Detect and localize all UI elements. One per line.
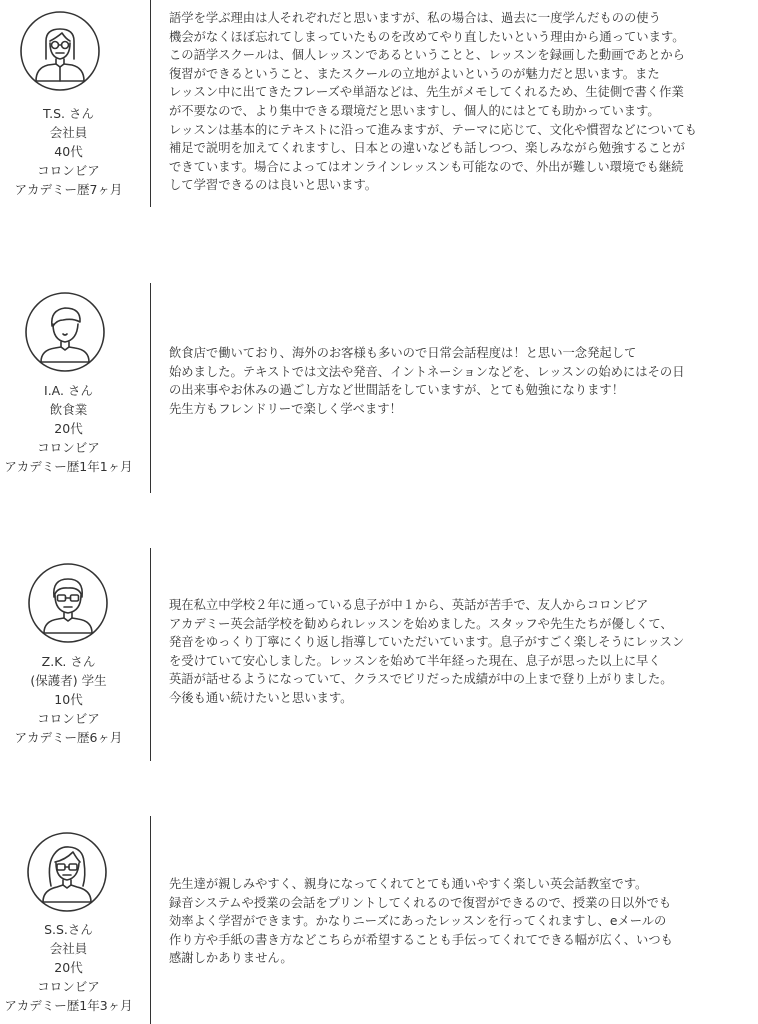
school-name: コロンビア <box>37 711 100 726</box>
profile-info <box>0 381 137 476</box>
testimonial-text <box>169 344 754 418</box>
customer-name: I.A. さん <box>44 383 93 398</box>
testimonial-text <box>169 875 754 968</box>
comment-line: できています。場合によってはオンラインレッスンも可能なので、外出が難しい環境でも継続 <box>169 159 684 174</box>
man-icon <box>25 292 105 372</box>
customer-name: S.S.さん <box>44 922 93 937</box>
comment-line: を受けていて安心しました。レッスンを始めて半年経った現在、息子が思った以上に早く <box>169 653 661 668</box>
school-name: コロンビア <box>37 163 100 178</box>
comment-line: 効率よく学習ができます。かなりニーズにあったレッスンを行ってくれますし、eメールの <box>169 914 667 929</box>
testimonial-4 <box>0 810 758 1024</box>
testimonial-3 <box>0 540 758 760</box>
academy-history: アカデミー歴6ヶ月 <box>14 730 123 745</box>
testimonial-text <box>169 596 754 708</box>
testimonial-1 <box>0 0 758 260</box>
comment-line: 発音をゆっくり丁寧にくり返し指導していただいています。息子がすごく楽しそうにレッスン <box>169 635 685 650</box>
vertical-divider <box>150 0 151 207</box>
comment-line: レッスン中に出てきたフレーズや単語などは、先生がメモしてくれるため、生徒側で書く作業 <box>169 85 684 100</box>
vertical-divider <box>150 548 151 761</box>
academy-history: アカデミー歴1年3ヶ月 <box>4 998 133 1013</box>
comment-line: して学習できるのは良いと思います。 <box>169 178 378 193</box>
profile-info <box>0 104 137 199</box>
customer-age: 20代 <box>54 960 83 975</box>
comment-line: 機会がなくほぼ忘れてしまっていたものを改めてやり直したいという理由から通っています。 <box>169 29 685 44</box>
vertical-divider <box>150 816 151 1024</box>
comment-line: 英語が話せるようになっていて、クラスでビリだった成績が中の上まで登り上がりました。 <box>169 672 673 687</box>
man-with-glasses-icon <box>28 563 108 643</box>
academy-history: アカデミー歴7ヶ月 <box>14 182 123 197</box>
customer-occupation: 会社員 <box>49 941 88 956</box>
comment-line: 録音システムや授業の会話をプリントしてくれるので復習ができるので、授業の日以外でも <box>169 895 672 910</box>
customer-occupation: 会社員 <box>49 125 88 140</box>
comment-line: レッスンは基本的にテキストに沿って進みますが、テーマに応じて、文化や慣習などについても <box>169 122 697 137</box>
school-name: コロンビア <box>37 440 100 455</box>
comment-line: 先生方もフレンドリーで楽しく学べます！ <box>169 401 402 416</box>
comment-line: この語学スクールは、個人レッスンであるということと、レッスンを録画した動画であとから <box>169 48 685 63</box>
comment-line: 語学を学ぶ理由は人それぞれだと思いますが、私の場合は、過去に一度学んだものの使う <box>169 11 661 25</box>
woman-with-glasses-icon <box>20 11 100 91</box>
testimonial-2 <box>0 270 758 490</box>
vertical-divider <box>150 283 151 493</box>
comment-line: アカデミー英会話学校を勧められレッスンを始めました。スタッフや先生たちが優しくて、 <box>169 616 673 631</box>
customer-occupation: 飲食業 <box>49 402 88 417</box>
customer-age: 20代 <box>54 421 83 436</box>
comment-line: が不要なので、より集中できる環境だと思いますし、個人的にはとても助かっています。 <box>169 103 660 118</box>
profile-info <box>0 652 137 747</box>
comment-line: 補足で説明を加えてくれますし、日本との違いなども話しつつ、楽しみながら勉強することが <box>169 141 685 156</box>
comment-line: 飲食店で働いており、海外のお客様も多いので日常会話程度は！と思い一念発起して <box>169 346 637 360</box>
customer-name: Z.K. さん <box>41 654 96 669</box>
comment-line: 復習ができるということ、またスクールの立地がよいというのが魅力だと思います。また <box>169 66 660 81</box>
comment-line: の出来事やお休みの過ごし方など世間話をしていますが、とても勉強になります！ <box>169 383 624 398</box>
customer-age: 40代 <box>54 144 83 159</box>
woman-with-glasses-icon <box>27 832 107 912</box>
comment-line: 感謝しかありません。 <box>169 951 293 966</box>
customer-age: 10代 <box>54 692 83 707</box>
comment-line: 先生達が親しみやすく、親身になってくれてとても通いやすく楽しい英会話教室です。 <box>169 877 648 891</box>
testimonial-text <box>169 9 754 195</box>
comment-line: 現在私立中学校２年に通っている息子が中１から、英話が苦手で、友人からコロンビア <box>169 598 649 612</box>
comment-line: 今後も通い続けたいと思います。 <box>169 690 353 705</box>
profile-info <box>0 920 137 1015</box>
comment-line: 作り方や手紙の書き方などこちらが希望することも手伝ってくれてできる幅が広く、いつも <box>169 932 673 947</box>
school-name: コロンビア <box>37 979 100 994</box>
comment-line: 始めました。テキストでは文法や発音、イントネーションなどを、レッスンの始めにはその日 <box>169 364 685 379</box>
customer-occupation: (保護者) 学生 <box>30 673 107 688</box>
customer-name: T.S. さん <box>42 106 94 121</box>
academy-history: アカデミー歴1年1ヶ月 <box>4 459 133 474</box>
